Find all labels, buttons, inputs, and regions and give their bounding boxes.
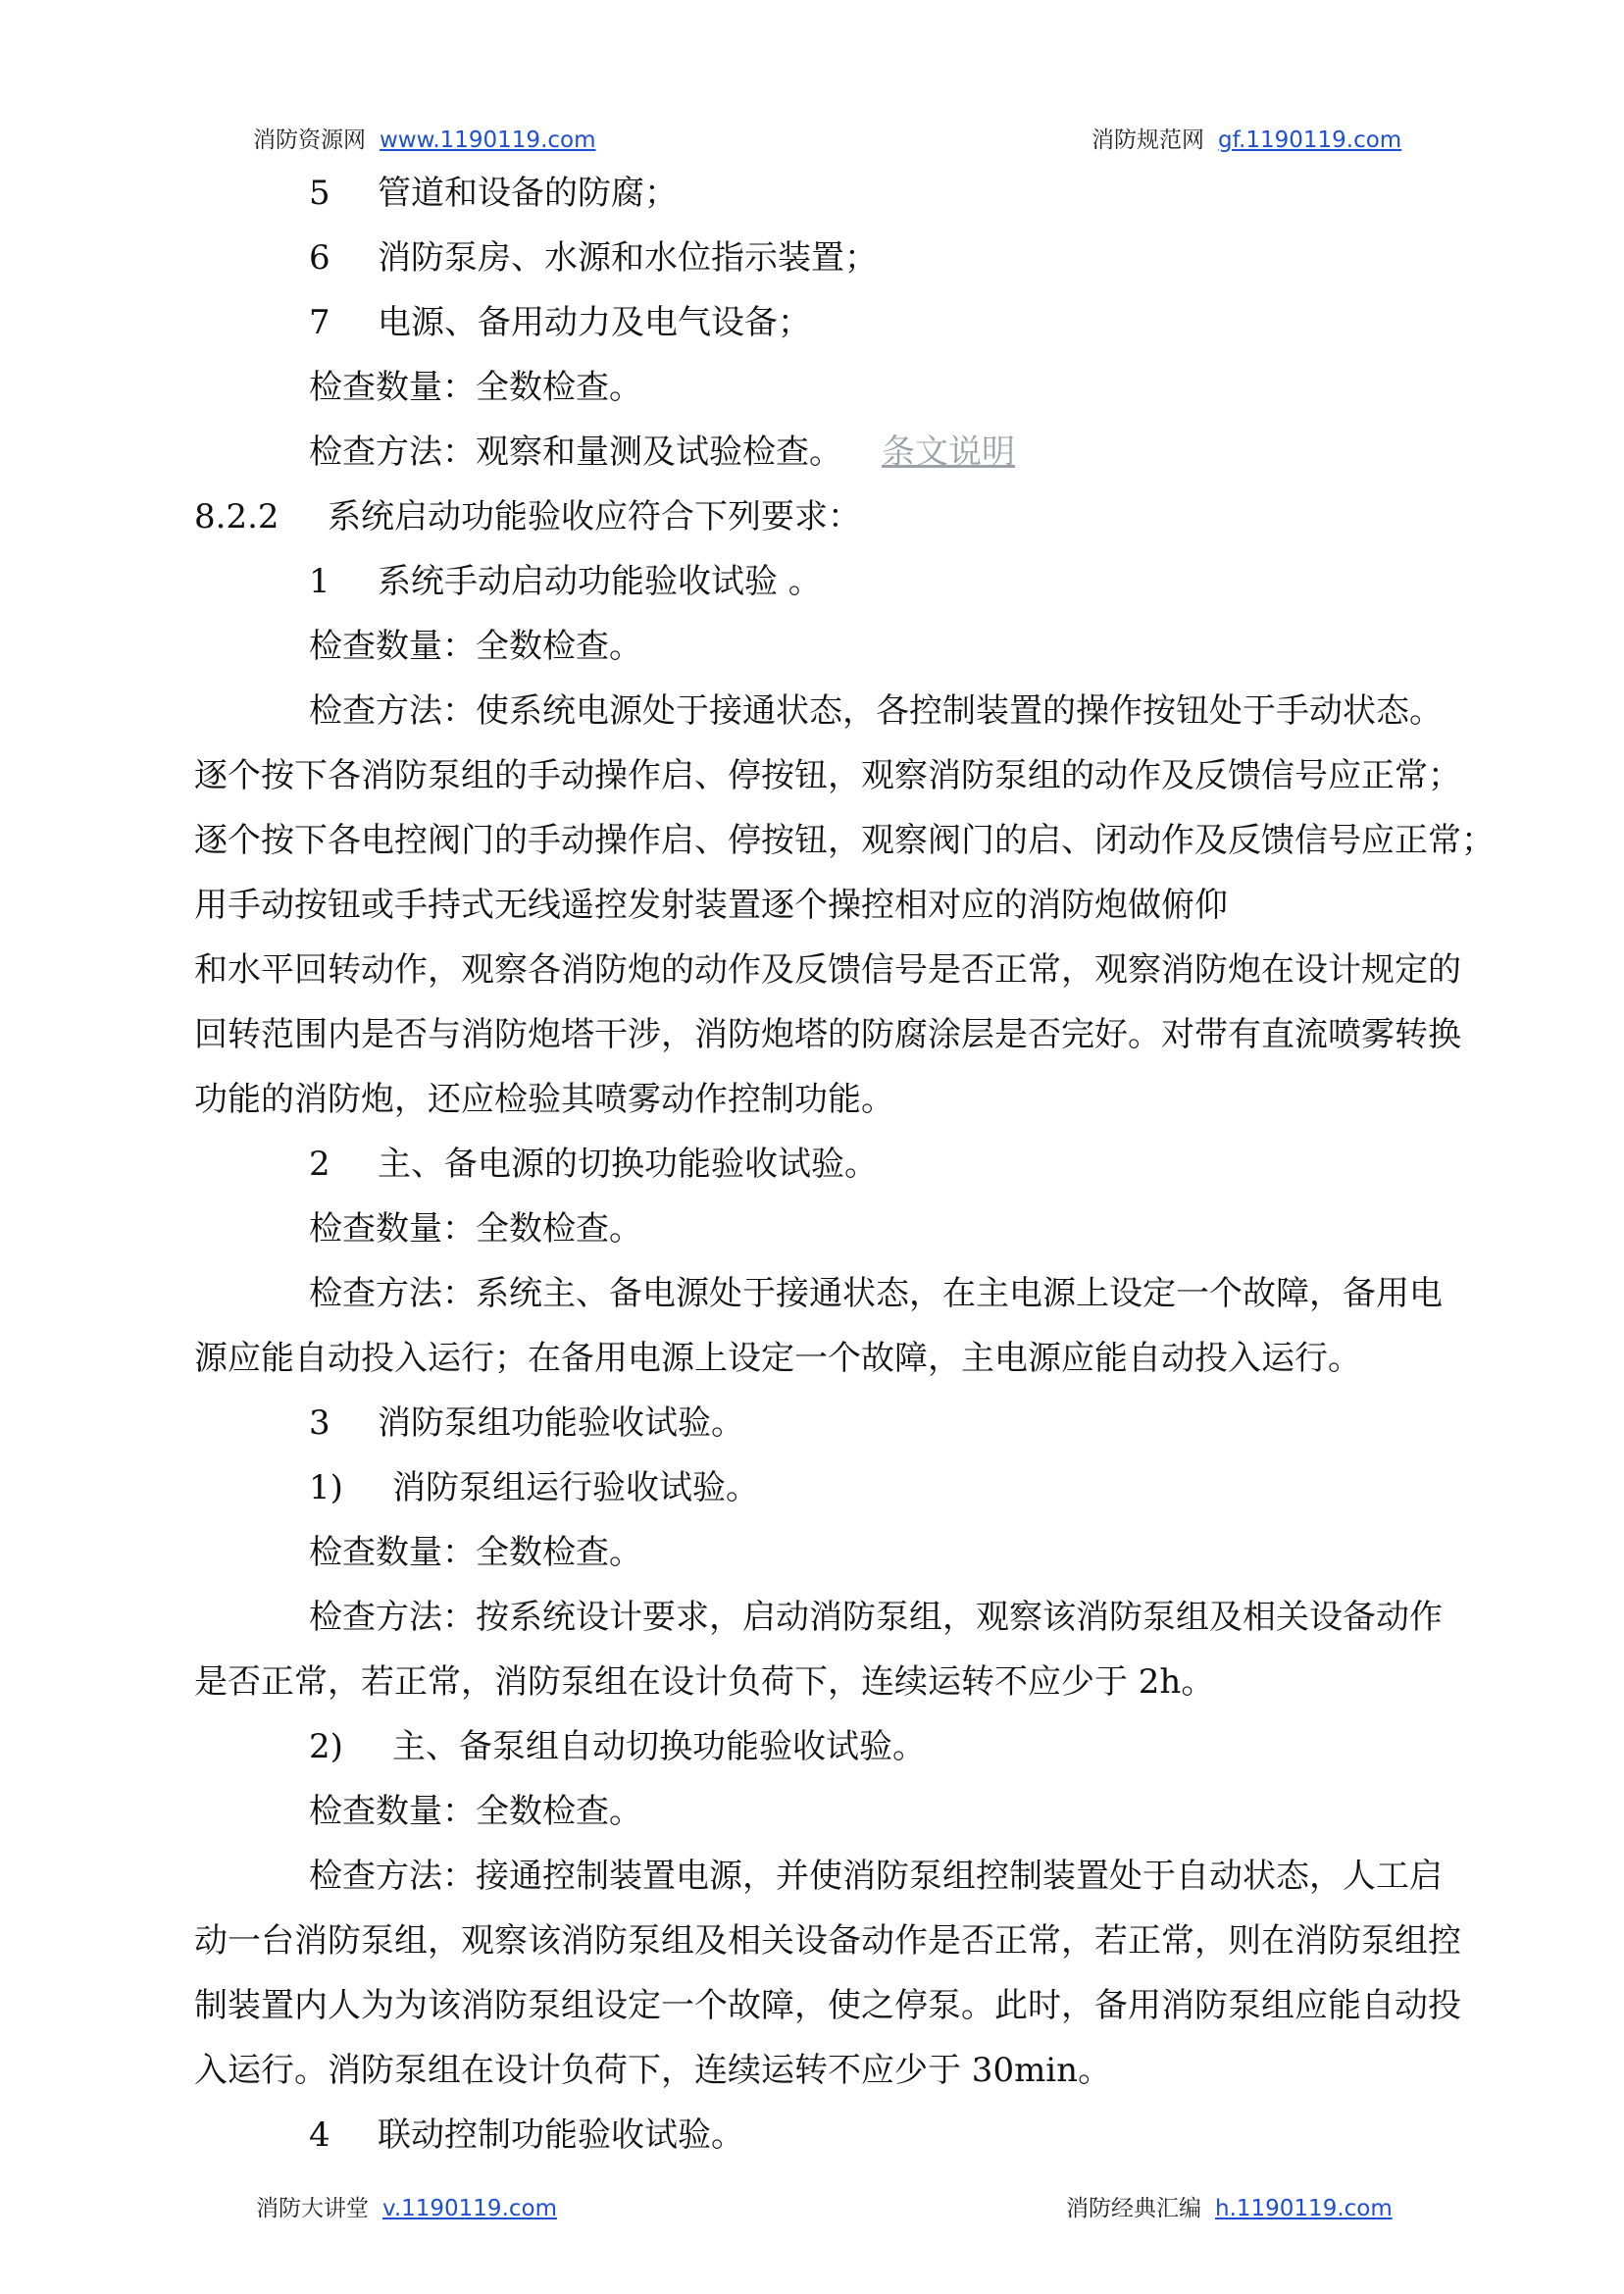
header-right [1091, 122, 1401, 154]
list-item: 3 消防泵组功能验收试验。 [309, 1403, 744, 1443]
header-left [253, 122, 596, 154]
check-quantity: 检查数量：全数检查。 [309, 627, 642, 666]
footer-right-site: 消防经典汇编 [1066, 2196, 1201, 2221]
list-item: 2 主、备电源的切换功能验收试验。 [309, 1145, 878, 1184]
sub-list-item: 2) 主、备泵组自动切换功能验收试验。 [309, 1727, 926, 1766]
header-left-link[interactable]: www.1190119.com [380, 127, 596, 153]
list-item: 1 系统手动启动功能验收试验 。 [309, 562, 822, 601]
footer-left-site: 消防大讲堂 [256, 2196, 369, 2221]
paragraph-line: 动一台消防泵组，观察该消防泵组及相关设备动作是否正常，若正常，则在消防泵组控 [194, 1921, 1461, 1961]
list-item: 7 电源、备用动力及电气设备； [309, 303, 811, 342]
check-quantity: 检查数量：全数检查。 [309, 1792, 642, 1831]
footer-right-link[interactable]: h.1190119.com [1215, 2196, 1393, 2221]
check-quantity: 检查数量：全数检查。 [309, 368, 642, 407]
footer-left [256, 2190, 557, 2222]
paragraph-line: 检查方法：系统主、备电源处于接通状态，在主电源上设定一个故障，备用电 [309, 1274, 1443, 1313]
paragraph-line: 检查方法：接通控制装置电源，并使消防泵组控制装置处于自动状态，人工启 [309, 1857, 1443, 1896]
footer-right [1066, 2190, 1393, 2222]
paragraph-line: 检查方法：按系统设计要求，启动消防泵组，观察该消防泵组及相关设备动作 [309, 1598, 1443, 1637]
footer-left-link[interactable]: v.1190119.com [382, 2196, 558, 2221]
paragraph-line: 入运行。消防泵组在设计负荷下，连续运转不应少于 30min。 [194, 2051, 1112, 2090]
sub-list-item: 1) 消防泵组运行验收试验。 [309, 1468, 759, 1507]
check-quantity: 检查数量：全数检查。 [309, 1209, 642, 1249]
paragraph-line: 逐个按下各电控阀门的手动操作启、停按钮，观察阀门的启、闭动作及反馈信号应正常； [194, 821, 1495, 860]
list-item: 4 联动控制功能验收试验。 [309, 2116, 744, 2155]
paragraph-line: 逐个按下各消防泵组的手动操作启、停按钮，观察消防泵组的动作及反馈信号应正常； [194, 756, 1461, 795]
list-item: 6 消防泵房、水源和水位指示装置； [309, 238, 878, 278]
paragraph-line: 是否正常，若正常，消防泵组在设计负荷下，连续运转不应少于 2h。 [194, 1662, 1215, 1702]
paragraph-line: 功能的消防炮，还应检验其喷雾动作控制功能。 [194, 1080, 894, 1119]
clause-explanation-link[interactable]: 条文说明 [882, 433, 1015, 472]
section-heading: 8.2.2 系统启动功能验收应符合下列要求： [194, 497, 861, 536]
header-left-site: 消防资源网 [253, 127, 366, 153]
check-quantity: 检查数量：全数检查。 [309, 1533, 642, 1572]
list-item: 5 管道和设备的防腐； [309, 174, 678, 213]
paragraph-line: 用手动按钮或手持式无线遥控发射装置逐个操控相对应的消防炮做俯仰 [194, 886, 1228, 925]
paragraph-line: 检查方法：使系统电源处于接通状态，各控制装置的操作按钮处于手动状态。 [309, 691, 1443, 731]
paragraph-line: 和水平回转动作，观察各消防炮的动作及反馈信号是否正常，观察消防炮在设计规定的 [194, 950, 1461, 990]
paragraph-line: 源应能自动投入运行；在备用电源上设定一个故障，主电源应能自动投入运行。 [194, 1339, 1361, 1378]
paragraph-line: 制装置内人为为该消防泵组设定一个故障，使之停泵。此时，备用消防泵组应能自动投 [194, 1986, 1461, 2025]
header-right-link[interactable]: gf.1190119.com [1218, 127, 1402, 153]
header-right-site: 消防规范网 [1091, 127, 1204, 153]
paragraph-line: 回转范围内是否与消防炮塔干涉，消防炮塔的防腐涂层是否完好。对带有直流喷雾转换 [194, 1015, 1461, 1054]
check-method: 检查方法：观察和量测及试验检查。 条文说明 [309, 433, 1015, 472]
